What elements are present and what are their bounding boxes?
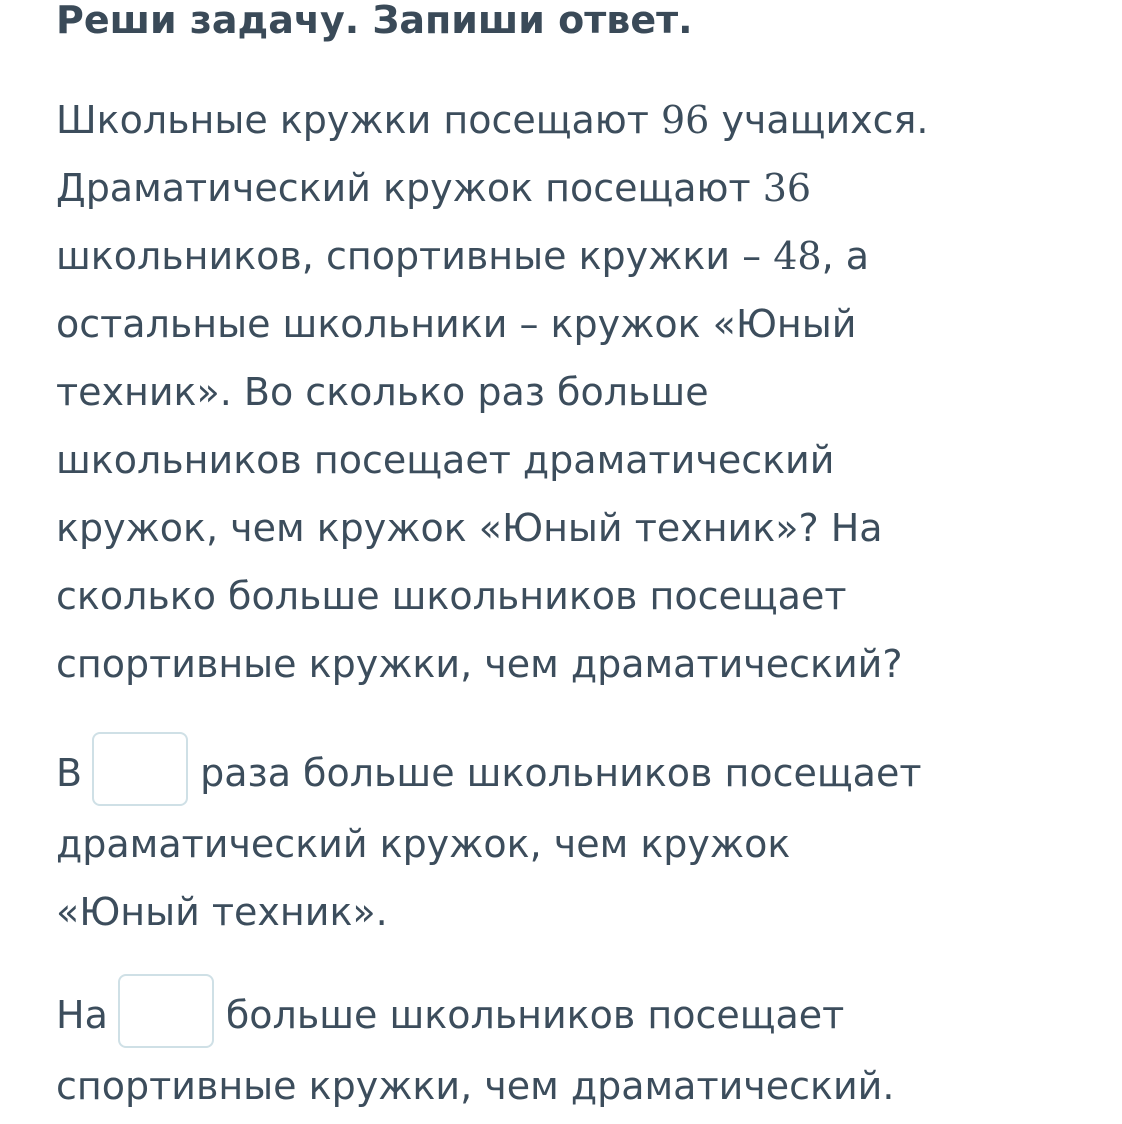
problem-line: спортивные кружки, чем драматический? [56, 642, 903, 686]
problem-line: кружок, чем кружок «Юный техник»? На [56, 506, 883, 550]
task-title: Реши задачу. Запиши ответ. [56, 0, 693, 42]
answer2-prefix: На [56, 993, 108, 1037]
answer-sentence-times [56, 736, 1106, 946]
problem-line: техник». Во сколько раз больше [56, 370, 709, 414]
answer1-line2: драматический кружок, чем кружок [56, 822, 791, 866]
answer-input-times[interactable] [94, 735, 186, 805]
answer1-suffix: раза больше школьников посещает [200, 751, 922, 795]
problem-line: Школьные кружки посещают 96 учащихся. [56, 98, 929, 142]
problem-line: школьников, спортивные кружки – 48, а [56, 234, 870, 278]
answer2-line2: спортивные кружки, чем драматический. [56, 1064, 895, 1108]
problem-line: остальные школьники – кружок «Юный [56, 302, 857, 346]
answer-input-difference-box[interactable] [118, 974, 214, 1048]
problem-text [56, 86, 1106, 698]
problem-line: сколько больше школьников посещает [56, 574, 847, 618]
answer1-line3: «Юный техник». [56, 890, 388, 934]
answer-input-difference[interactable] [120, 977, 212, 1047]
answer-input-times-box[interactable] [92, 732, 188, 806]
answer2-suffix: больше школьников посещает [225, 993, 845, 1037]
problem-line: школьников посещает драматический [56, 438, 835, 482]
answer-sentence-difference [56, 978, 1106, 1120]
problem-line: Драматический кружок посещают 36 [56, 166, 812, 210]
answer1-prefix: В [56, 751, 83, 795]
